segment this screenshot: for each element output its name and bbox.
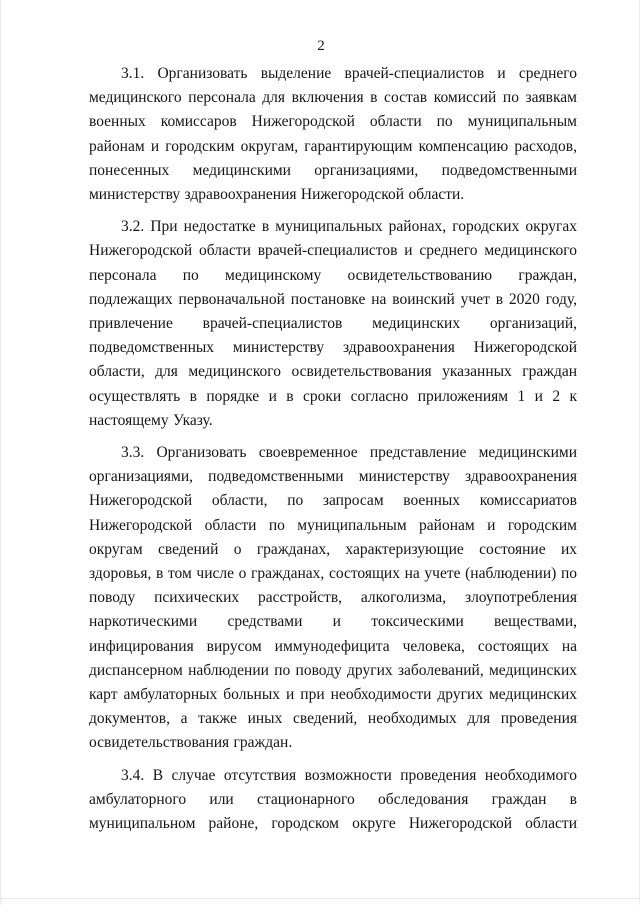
page-number: 2	[317, 38, 325, 54]
paragraph-3-1: 3.1. Организовать выделение врачей-специалистов и среднего медицинского персонала для включения в состав комиссий по заявкам военных комиссаров Нижегородской области по муниципальным районам и городским округам, гарантирующим компенсацию расходов, понесенных медицинскими организациями, подведомственными министерству здравоохранения Нижегородской области.	[89, 65, 577, 204]
document-body	[89, 62, 577, 844]
paragraph-3-3: 3.3. Организовать своевременное представление медицинскими организациями, подведомственными министерству здравоохранения Нижегородской области, по запросам военных комиссариатов Нижегородской области по муниципальным районам и городским округам сведений о гражданах, характеризующие состояние их здоровья, в том числе о гражданах, состоящих на учете (наблюдении) по поводу психических расстройств, алкоголизма, злоупотребления наркотическими средствами и токсическими веществами, инфицирования вирусом иммунодефицита человека, состоящих на диспансерном наблюдении по поводу других заболеваний, медицинских карт амбулаторных больных и при необходимости других медицинских документов, а также иных сведений, необходимых для проведения освидетельствования граждан.	[89, 444, 577, 752]
scan-edge-line	[1, 897, 639, 899]
paragraph-3-2: 3.2. При недостатке в муниципальных районах, городских округах Нижегородской области врачей-специалистов и среднего медицинского персонала по медицинскому освидетельствованию граждан, подлежащих первоначальной постановке на воинский учет в 2020 году, привлечение врачей-специалистов медицинских организаций, подведомственных министерству здравоохранения Нижегородской области, для медицинского освидетельствования указанных граждан осуществлять в порядке и в сроки согласно приложениям 1 и 2 к настоящему Указу.	[89, 218, 577, 429]
paragraph-3-4: 3.4. В случае отсутствия возможности проведения необходимого амбулаторного или стационарного обследования граждан в муниципальном районе, городском округе Нижегородской области	[89, 766, 577, 833]
